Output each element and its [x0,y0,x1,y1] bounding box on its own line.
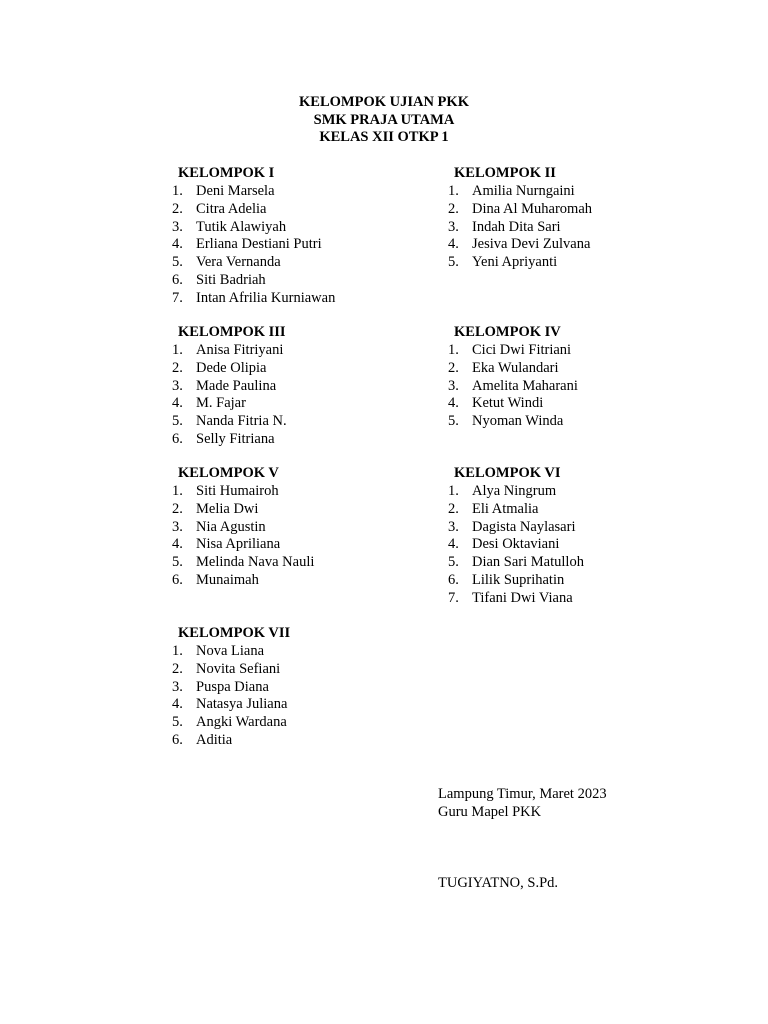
document-header [0,94,768,147]
list-number: 5. [172,714,183,731]
member-name: Jesiva Devi Zulvana [472,236,591,253]
list-item [172,519,472,537]
list-number: 2. [448,359,459,376]
member-list [172,183,472,308]
group-title: KELOMPOK VII [178,625,291,641]
list-number: 2. [172,359,183,376]
list-number: 3. [172,218,183,235]
list-number: 1. [172,483,183,499]
member-name: Selly Fitriana [196,430,275,447]
list-item [448,483,748,501]
list-item [448,501,748,519]
list-item [448,413,748,431]
member-name: Natasya Juliana [196,696,288,713]
member-name: Nisa Apriliana [196,536,281,553]
list-number: 6. [448,571,459,588]
list-item [448,236,748,254]
group-3 [172,323,472,449]
list-item [448,342,748,360]
group-title: KELOMPOK III [178,324,286,340]
list-item [172,219,472,237]
member-name: Nyoman Winda [472,413,564,430]
list-item [172,431,472,449]
member-name: Eli Atmalia [472,500,539,517]
list-number: 3. [172,518,183,535]
list-item [172,679,472,697]
list-item [448,183,748,201]
member-name: Erliana Destiani Putri [196,236,322,253]
member-name: Siti Badriah [196,271,266,288]
signature-role: Guru Mapel PKK [438,804,542,820]
list-number: 1. [172,643,183,659]
group-title: KELOMPOK II [454,165,556,181]
member-name: Puspa Diana [196,678,269,695]
list-number: 4. [172,236,183,253]
group-5 [172,464,472,590]
list-item [172,501,472,519]
member-name: Desi Oktaviani [472,536,560,553]
list-number: 5. [172,554,183,571]
list-item [172,661,472,679]
member-name: Deni Marsela [196,183,275,199]
group-4 [448,323,748,431]
list-number: 3. [448,218,459,235]
list-number: 1. [448,342,459,358]
list-item [172,254,472,272]
list-item [172,483,472,501]
member-list [448,183,748,272]
member-name: Dagista Naylasari [472,518,576,535]
member-name: Tutik Alawiyah [196,218,287,235]
list-number: 3. [448,518,459,535]
member-name: M. Fajar [196,395,246,412]
signature-name: TUGIYATNO, S.Pd. [438,875,559,891]
list-number: 4. [172,536,183,553]
list-item [172,696,472,714]
list-item [448,519,748,537]
list-item [172,413,472,431]
list-number: 5. [448,413,459,430]
header-school: SMK PRAJA UTAMA [313,111,455,128]
member-name: Dina Al Muharomah [472,200,593,217]
list-number: 3. [448,377,459,394]
list-item [172,536,472,554]
list-item [172,643,472,661]
group-1 [172,164,472,308]
header-title: KELOMPOK UJIAN PKK [299,94,469,110]
list-item [448,201,748,219]
header-class: KELAS XII OTKP 1 [319,129,449,145]
signature-place-date: Lampung Timur, Maret 2023 [438,786,607,802]
list-number: 7. [448,589,459,606]
list-item [448,378,748,396]
group-6 [448,464,748,608]
list-item [448,254,748,272]
list-number: 7. [172,289,183,306]
list-number: 2. [172,660,183,677]
member-name: Dian Sari Matulloh [472,554,584,571]
member-name: Melia Dwi [196,500,259,517]
group-title: KELOMPOK I [178,165,275,181]
list-number: 5. [448,254,459,271]
list-item [172,554,472,572]
list-item [172,183,472,201]
member-name: Munaimah [196,571,259,588]
list-item [172,714,472,732]
list-item [448,572,748,590]
list-item [172,201,472,219]
group-2 [448,164,748,272]
member-name: Tifani Dwi Viana [472,589,573,606]
list-number: 1. [448,483,459,499]
list-number: 1. [172,342,183,358]
list-number: 1. [172,183,183,199]
member-name: Novita Sefiani [196,660,281,677]
member-list [448,483,748,608]
member-name: Melinda Nava Nauli [196,554,315,571]
list-number: 2. [172,200,183,217]
list-item [448,395,748,413]
list-number: 5. [172,413,183,430]
list-item [172,236,472,254]
list-number: 6. [172,731,183,748]
list-number: 5. [172,254,183,271]
member-name: Lilik Suprihatin [472,571,565,588]
member-list [172,342,472,449]
list-number: 2. [448,500,459,517]
member-name: Cici Dwi Fitriani [472,342,572,358]
group-title: KELOMPOK V [178,465,279,481]
member-name: Amelita Maharani [472,377,578,394]
list-item [172,395,472,413]
list-item [172,572,472,590]
member-name: Alya Ningrum [472,483,557,499]
list-item [172,290,472,308]
member-name: Amilia Nurngaini [472,183,575,199]
member-name: Citra Adelia [196,200,267,217]
list-item [172,378,472,396]
list-number: 3. [172,377,183,394]
member-name: Vera Vernanda [196,254,281,271]
member-name: Anisa Fitriyani [196,342,284,358]
list-number: 4. [448,236,459,253]
list-item [448,536,748,554]
list-number: 6. [172,430,183,447]
member-list [448,342,748,431]
member-name: Indah Dita Sari [472,218,561,235]
list-item [172,732,472,750]
member-name: Nia Agustin [196,518,266,535]
member-name: Made Paulina [196,377,277,394]
list-item [172,342,472,360]
list-number: 6. [172,571,183,588]
list-number: 4. [172,696,183,713]
list-number: 4. [172,395,183,412]
list-number: 4. [448,395,459,412]
list-number: 2. [172,500,183,517]
list-number: 5. [448,554,459,571]
member-name: Siti Humairoh [196,483,279,499]
list-item [448,590,748,608]
list-number: 4. [448,536,459,553]
member-name: Ketut Windi [472,395,544,412]
list-item [448,554,748,572]
member-name: Yeni Apriyanti [472,254,558,271]
member-list [172,643,472,750]
member-name: Dede Olipia [196,359,267,376]
member-name: Eka Wulandari [472,359,559,376]
member-name: Nova Liana [196,643,265,659]
list-number: 3. [172,678,183,695]
member-list [172,483,472,590]
list-item [448,219,748,237]
group-title: KELOMPOK VI [454,465,561,481]
member-name: Angki Wardana [196,714,287,731]
group-7 [172,624,472,750]
member-name: Nanda Fitria N. [196,413,287,430]
list-item [448,360,748,378]
list-number: 2. [448,200,459,217]
list-number: 6. [172,271,183,288]
list-item [172,272,472,290]
member-name: Intan Afrilia Kurniawan [196,289,336,306]
group-title: KELOMPOK IV [454,324,561,340]
list-number: 1. [448,183,459,199]
list-item [172,360,472,378]
member-name: Aditia [196,731,233,748]
